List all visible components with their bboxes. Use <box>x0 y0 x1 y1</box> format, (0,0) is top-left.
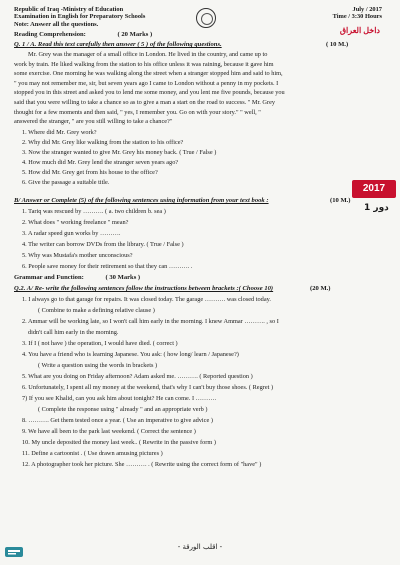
turn-page-note: - اقلب الورقة - <box>177 543 223 551</box>
passage-line: some exercise. One morning he was walking along the street when a stranger stopped him and said to him, <box>14 70 283 78</box>
q1-instruction <box>14 41 222 48</box>
passage-line: Mr. Grey was the manager of a small office in London. He lived in the country, and came up to <box>28 51 268 58</box>
grammar-item: ( Complete the response using " already " and an appropriate verb ) <box>38 406 208 413</box>
passage-line: thought for a few moments and then said, " yes, I remember you. Go on with your story." " well, " <box>14 108 261 116</box>
partB-marks: (10 M.) <box>330 197 351 204</box>
q2-marks: (20 M.) <box>310 285 331 292</box>
grammar-item: 11. Define a cartoonist . ( Use drawn amusing pictures ) <box>22 450 163 457</box>
grammar-item: 10. My uncle deposited the money last week.. ( Rewrite in the passive form ) <box>22 439 216 446</box>
partB-item: 2. What does " working freelance " mean? <box>22 219 129 226</box>
header-line: Republic of Iraq -Ministry of Education <box>14 6 124 13</box>
reading-question: 5. How did Mr. Grey get from his house to the office? <box>22 169 158 176</box>
header-right <box>333 6 382 21</box>
ministry-seal-icon <box>196 8 216 28</box>
q1-marks: ( 10 M.) <box>326 41 349 48</box>
grammar-item: 5. What are you doing on Friday afternoon? Adam asked me. ………. ( Reported question ) <box>22 373 253 380</box>
header-line: Examination in English for Preparatory Schools <box>14 13 146 21</box>
grammar-section-title <box>14 274 140 281</box>
grammar-item: 2. Ammar will be working late, so I won't call him early in the morning. I knew Ammar ………. , so I <box>22 318 279 325</box>
grammar-title: Grammar and Function: <box>14 274 84 281</box>
partB-instruction <box>14 197 269 204</box>
q1-label: Q. 1 / A. Read this text carefully then answer ( 5 ) of the following questions. <box>14 41 222 48</box>
passage-line: work by train. He liked walking from the station to his office unless it was raining, because it gave him <box>14 60 274 68</box>
grammar-item: 7) If you see Khalid, can you ask him about tonight? He can come. I ………. <box>22 395 217 402</box>
grammar-item: ( Write a question using the words in brackets ) <box>38 362 158 369</box>
exam-date: July / 2017 <box>352 6 382 13</box>
q2-label: Q.2. A/ Re- write the following sentences follow the instructions between brackets :( Choose 10) <box>14 285 274 292</box>
reading-passage <box>14 50 366 127</box>
header-left <box>14 6 145 28</box>
reading-title: Reading Comprehension: <box>14 31 86 38</box>
passage-line: said that you were willing to take a chance so as to give a man a start on the road to success. " Mr. Grey <box>14 98 276 106</box>
partB-item: 5. Why was Mustafa's mother unconscious? <box>22 252 133 259</box>
reading-question: 3. Now the stranger wanted to give Mr. Grey his money back. ( True / False ) <box>22 149 217 156</box>
partB-item: 3. A radar speed gun works by ………. <box>22 230 121 237</box>
exam-time: Time / 3:30 Hours <box>332 13 382 21</box>
grammar-item: 12. A photographer took her picture. She ………. . ( Rewrite using the correct form of "have" ) <box>22 461 262 468</box>
region-label: داخل العراق <box>339 26 380 35</box>
grammar-item: 9. We have all been to the park last weekend. ( Correct the sentence ) <box>22 428 196 435</box>
year-badge: 2017 <box>352 180 396 198</box>
partB-item: 1. Tariq was rescued by ………. ( a. two children b. sea ) <box>22 208 166 215</box>
grammar-item: 1. I always go to that garage for repairs. It was closed today. The garage ………. was closed today. <box>22 296 271 303</box>
grammar-item: 3. If I ( not have ) the operation, I would have died. ( correct ) <box>22 340 178 347</box>
grammar-marks: ( 30 Marks ) <box>105 274 141 281</box>
reading-question: 1. Where did Mr. Grey work? <box>22 129 97 136</box>
passage-line: answered the stranger, " are you still willing to take a chance?" <box>14 118 173 126</box>
reading-section-title <box>14 31 152 38</box>
grammar-item: ( Combine to make a defining relative clause ) <box>38 307 155 314</box>
grammar-item: didn't call him early in the morning. <box>28 329 119 336</box>
q2-instruction <box>14 285 273 292</box>
partB-label: B/ Answer or Complete (5) of the following sentences using information from your text book : <box>14 197 269 204</box>
reading-question: 2. Why did Mr. Grey like walking from the station to his office? <box>22 139 184 146</box>
grammar-item: 6. Unfortunately, I spent all my money at the weekend, that's why I can't buy those shoes. ( Regret ) <box>22 384 274 391</box>
round-label: دور 1 <box>364 203 389 213</box>
reading-marks: ( 20 Marks ) <box>117 31 153 38</box>
header-line: Note: Answer all the questions. <box>14 20 99 28</box>
partB-item: 4. The writer can borrow DVDs from the library. ( True / False ) <box>22 241 184 248</box>
grammar-item: 8. ………. Get them tested once a year. ( Use an imperative to give advice ) <box>22 417 213 424</box>
passage-line: stopped you in this street and asked you to lend me some money, and you lent me five pounds, because you <box>14 89 285 97</box>
partB-item: 6. People save money for their retirement so that they can ………. . <box>22 263 193 270</box>
passage-line: " you may not remember me, sir, but seven years ago I came to London without a penny in my pockets. I <box>14 79 279 87</box>
site-logo-icon <box>4 544 24 560</box>
reading-question: 6. Give the passage a suitable title. <box>22 179 110 186</box>
reading-question: 4. How much did Mr. Grey lend the stranger seven years ago? <box>22 159 179 166</box>
grammar-item: 4. You have a friend who is learning Japanese. You ask: ( how long/ learn / Japanese?) <box>22 351 239 358</box>
